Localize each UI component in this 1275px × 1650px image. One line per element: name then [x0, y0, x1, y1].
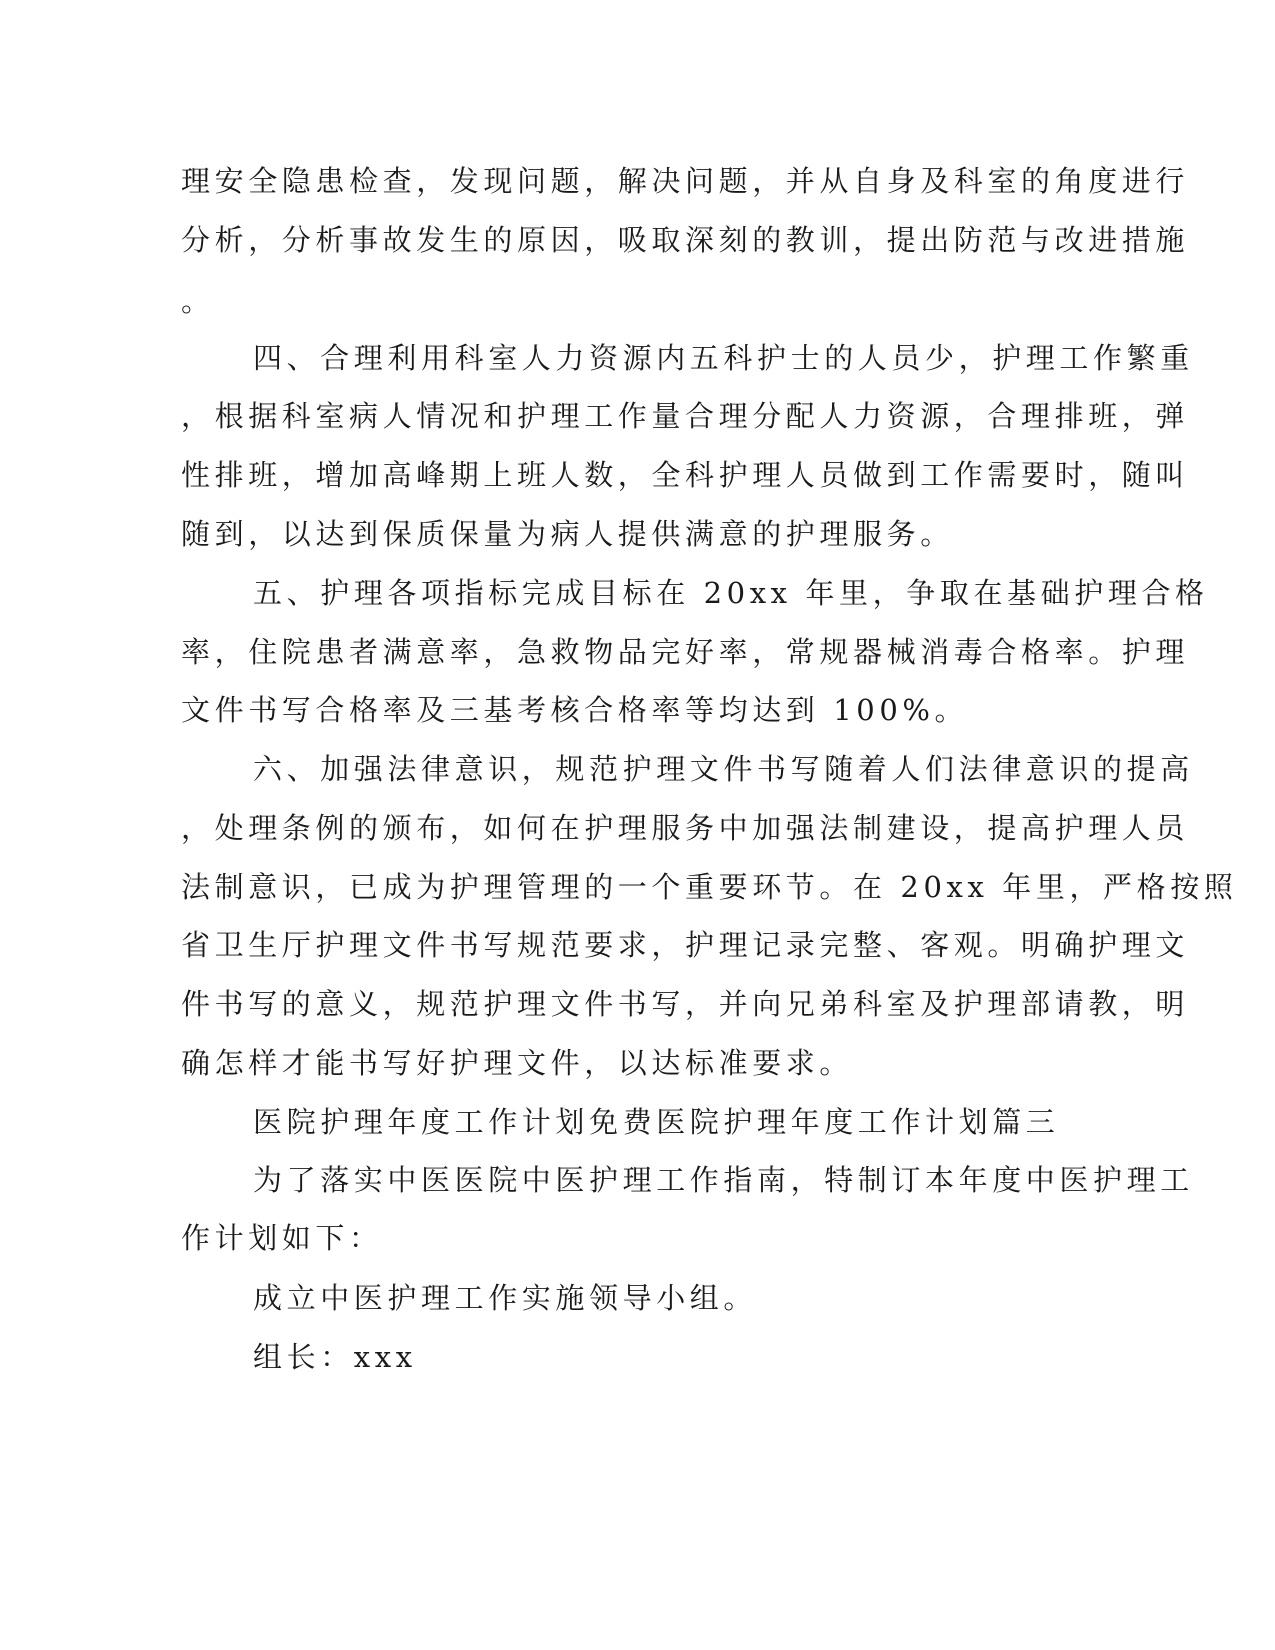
paragraph-line: 件书写的意义，规范护理文件书写，并向兄弟科室及护理部请教，明 — [181, 987, 1190, 1021]
paragraph-line: 分析，分析事故发生的原因，吸取深刻的教训，提出防范与改进措施 — [181, 223, 1190, 257]
paragraph-line: 法制意识，已成为护理管理的一个重要环节。在 20xx 年里，严格按照 — [181, 870, 1238, 904]
paragraph-line: 文件书写合格率及三基考核合格率等均达到 100%。 — [181, 693, 969, 727]
paragraph-line: 。 — [181, 284, 215, 318]
paragraph-line: 确怎样才能书写好护理文件，以达标准要求。 — [181, 1046, 854, 1080]
paragraph-line: 成立中医护理工作实施领导小组。 — [253, 1281, 758, 1315]
paragraph-line: 性排班，增加高峰期上班人数，全科护理人员做到工作需要时，随叫 — [181, 458, 1190, 492]
paragraph-line: 六、加强法律意识，规范护理文件书写随着人们法律意识的提高 — [253, 752, 1194, 786]
paragraph-line: 组长：xxx — [253, 1340, 417, 1374]
paragraph-line: 理安全隐患检查，发现问题，解决问题，并从自身及科室的角度进行 — [181, 164, 1190, 198]
paragraph-line: 为了落实中医医院中医护理工作指南，特制订本年度中医护理工 — [253, 1163, 1194, 1197]
paragraph-line: 作计划如下： — [181, 1221, 383, 1255]
paragraph-line: 五、护理各项指标完成目标在 20xx 年里，争取在基础护理合格 — [253, 576, 1209, 610]
paragraph-line: 四、合理利用科室人力资源内五科护士的人员少，护理工作繁重 — [253, 341, 1194, 375]
section-heading: 医院护理年度工作计划免费医院护理年度工作计划篇三 — [253, 1105, 1060, 1139]
paragraph-line: ，处理条例的颁布，如何在护理服务中加强法制建设，提高护理人员 — [181, 811, 1190, 845]
paragraph-line: 率，住院患者满意率，急救物品完好率，常规器械消毒合格率。护理 — [181, 635, 1190, 669]
paragraph-line: 随到，以达到保质保量为病人提供满意的护理服务。 — [181, 517, 954, 551]
paragraph-line: 省卫生厅护理文件书写规范要求，护理记录完整、客观。明确护理文 — [181, 928, 1190, 962]
paragraph-line: ，根据科室病人情况和护理工作量合理分配人力资源，合理排班，弹 — [181, 399, 1190, 433]
